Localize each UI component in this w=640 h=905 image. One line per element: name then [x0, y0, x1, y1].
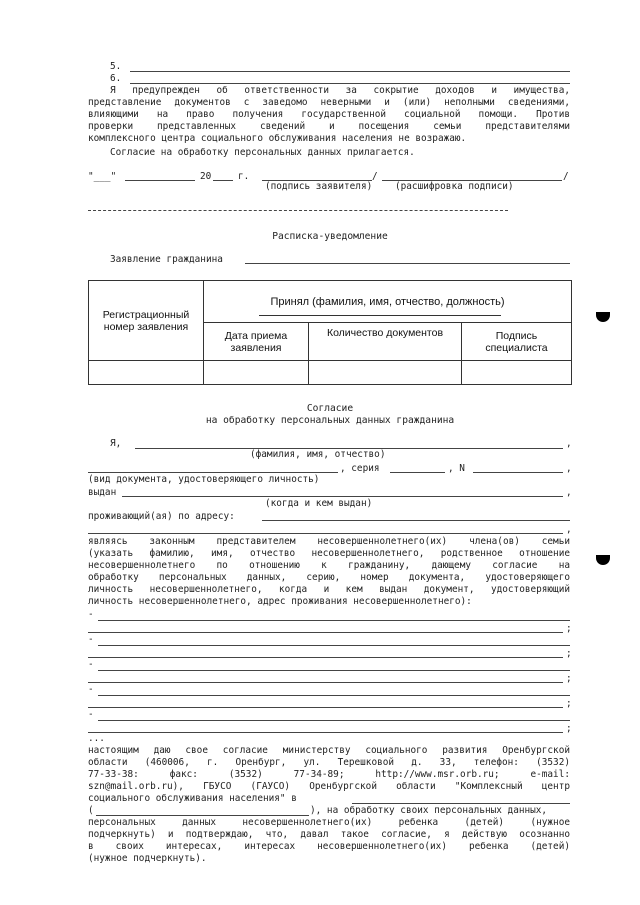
entry-dash: - [88, 709, 94, 720]
receipt-table [88, 280, 572, 385]
accepted-label: Принял (фамилия, имя, отчество, должность) [270, 295, 505, 308]
year-suffix: г. [238, 171, 250, 182]
address-line-1[interactable] [262, 520, 570, 521]
caption-signature: (подпись заявителя) [265, 181, 373, 192]
document-type-line[interactable] [88, 472, 338, 473]
rep-line: обработку персональных данных, серию, номер документа, удостоверяющего [88, 572, 570, 583]
year-line[interactable] [213, 180, 233, 181]
warning-line: влияющими на право получения государственной социальной помощи. Против [88, 109, 570, 120]
minor-entry-line[interactable] [88, 682, 563, 683]
slash-2: / [563, 171, 569, 182]
fio-caption: (фамилия, имя, отчество) [250, 449, 386, 460]
entry-dash: - [88, 609, 94, 620]
warning-line: проверки представленных сведений и посещения семьи представителями [88, 121, 570, 132]
accepted-header [204, 281, 572, 323]
issued-caption: (когда и кем выдан) [265, 498, 373, 509]
minor-entry-line[interactable] [88, 732, 563, 733]
address-line-2[interactable] [88, 533, 563, 534]
issued-label: выдан [88, 487, 117, 498]
final-line: ), на обработку своих персональных данных, [310, 805, 548, 816]
item-5-number: 5. [110, 61, 122, 72]
final-line: подчеркнуть) и подтверждаю, что, давал такое согласие, я действую осознанно [88, 829, 570, 840]
date-month-line[interactable] [125, 180, 195, 181]
item-6-number: 6. [110, 73, 122, 84]
minor-entry-line[interactable] [98, 720, 570, 721]
rep-line: несовершеннолетнего по отношению к гражданину, дающему согласие на [88, 560, 570, 571]
number-label: , N [448, 463, 465, 474]
number-line[interactable] [473, 472, 563, 473]
minor-entry-line[interactable] [88, 657, 563, 658]
minor-entry-line[interactable] [98, 620, 570, 621]
final-line: szn@mail.orb.ru), ГБУСО (ГАУСО) Оренбургской области "Комплексный центр [88, 781, 570, 792]
final-line: в своих интересах, интересах несовершеннолетнего(их) ребенка (детей) [88, 841, 570, 852]
entry-semicolon: ; [566, 723, 572, 734]
entry-dash: - [88, 659, 94, 670]
caption-decode: (расшифровка подписи) [395, 181, 514, 192]
year-prefix: 20 [200, 171, 212, 182]
date-header: Дата приема заявления [204, 323, 309, 361]
applicant-line[interactable] [245, 263, 570, 264]
rep-line: (указать фамилию, имя, отчество несовершеннолетнего, родственное отношение [88, 548, 570, 559]
rep-line: личность несовершеннолетнего, адрес проживания несовершеннолетнего): [88, 596, 472, 607]
minor-entry-line[interactable] [88, 707, 563, 708]
number-comma: , [566, 463, 572, 474]
signature-header: Подпись специалиста [462, 323, 572, 361]
fio-comma: , [566, 438, 572, 449]
center-name-line-2[interactable] [96, 815, 309, 816]
item-6-line[interactable] [130, 83, 570, 84]
docs-count-cell[interactable] [309, 361, 462, 385]
entry-dash: - [88, 684, 94, 695]
final-line: 77-33-38: факс: (3532) 77-34-89; http://www.msr.orb.ru; e-mail: [88, 769, 570, 780]
consent-subtitle: на обработку персональных данных гражданина [205, 415, 455, 426]
warning-line: представление документов с заведомо неверными и (или) неполными сведениями, [88, 97, 570, 108]
warning-line: комплексного центра социального обслуживания населения не возражаю. [88, 133, 467, 144]
final-line: области (460006, г. Оренбург, ул. Терешковой д. 33, телефон: (3532) [88, 757, 570, 768]
signature-cell[interactable] [462, 361, 572, 385]
i-label: Я, [110, 438, 122, 449]
minor-entry-line[interactable] [88, 632, 563, 633]
paren-open: ( [88, 805, 94, 816]
docs-count-header: Количество документов [309, 323, 462, 361]
cut-separator [88, 210, 508, 211]
center-name-line[interactable] [352, 803, 570, 804]
final-line: настоящим даю свое согласие министерству социального развития Оренбургской [88, 745, 570, 756]
receipt-title: Расписка-уведомление [272, 231, 388, 242]
entry-semicolon: ; [566, 673, 572, 684]
address-label: проживающий(ая) по адресу: [88, 511, 235, 522]
applicant-label: Заявление гражданина [110, 254, 223, 265]
final-line: (нужное подчеркнуть). [88, 853, 207, 864]
accepted-line[interactable] [259, 315, 501, 316]
rep-line: личность несовершеннолетнего, когда и кем выдан документ, удостоверяющий [88, 584, 570, 595]
final-line: социального обслуживания населения" в [88, 793, 297, 804]
minor-entry-line[interactable] [98, 695, 570, 696]
entry-semicolon: ; [566, 623, 572, 634]
address-comma: , [566, 524, 572, 535]
entry-semicolon: ; [566, 698, 572, 709]
binder-hole-mark [596, 312, 610, 322]
date-day: "___" [88, 171, 117, 182]
doc-caption: (вид документа, удостоверяющего личность) [88, 474, 320, 485]
binder-hole-mark [596, 555, 610, 565]
entry-semicolon: ; [566, 648, 572, 659]
consent-attached-note: Согласие на обработку персональных данных прилагается. [110, 147, 415, 158]
entry-ellipsis: ... [88, 733, 105, 744]
rep-line: являясь законным представителем несовершеннолетнего(их) члена(ов) семьи [88, 536, 570, 547]
minor-entry-line[interactable] [98, 645, 570, 646]
date-cell[interactable] [204, 361, 309, 385]
minor-entry-line[interactable] [98, 670, 570, 671]
series-line[interactable] [390, 472, 445, 473]
slash-1: / [372, 171, 378, 182]
reg-number-header: Регистрационный номер заявления [89, 281, 204, 361]
entry-dash: - [88, 634, 94, 645]
item-5-line[interactable] [130, 71, 570, 72]
final-line: персональных данных несовершеннолетнего(их) ребенка (детей) (нужное [88, 817, 570, 828]
issued-comma: , [566, 487, 572, 498]
reg-number-cell[interactable] [89, 361, 204, 385]
issued-line[interactable] [122, 496, 563, 497]
warning-line: Я предупрежден об ответственности за сокрытие доходов и имущества, [110, 85, 570, 96]
series-label: , серия [340, 463, 380, 474]
consent-title: Согласие [306, 403, 354, 414]
